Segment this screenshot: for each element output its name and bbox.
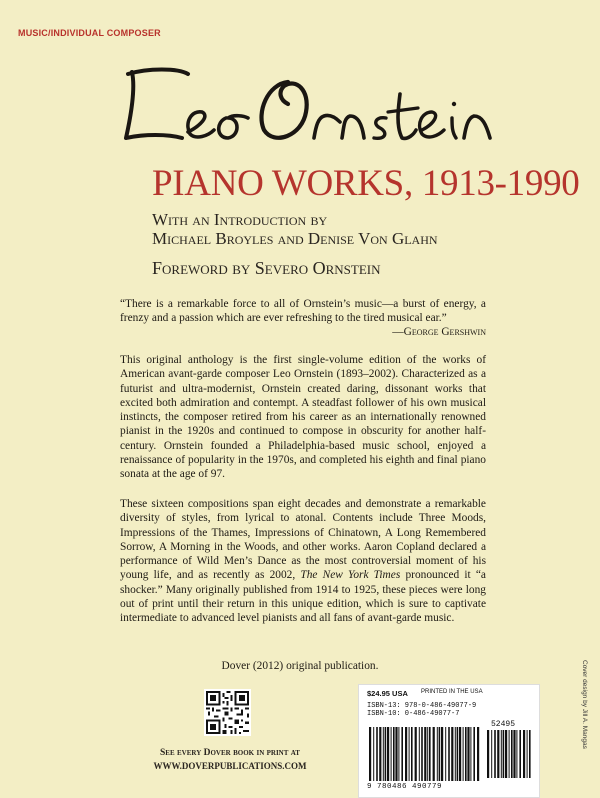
printed-in-label: PRINTED IN THE USA [421, 689, 483, 695]
barcode-bar [529, 730, 531, 778]
category-label: MUSIC/INDIVIDUAL COMPOSER [18, 28, 161, 38]
barcode-bar [457, 727, 459, 781]
paragraph-2-part-a: These sixteen compositions span eight decades and demonstrate a remarkable diversity of styles, from lyrical to atonal. Contents include Three Moods, Impressions of the Thames, Impressions of Chinatown, A Long Remembered Sorrow, A Morning in the Woods, and other works. Aaron Copland declared a performance of Wild Men’s Dance as the most controversial moment of his young life, and as recently as 2002, [120, 498, 486, 582]
barcode-bar [477, 727, 479, 781]
ean-barcode [369, 727, 481, 781]
intro-line-1: With an Introduction by [152, 210, 328, 229]
barcode-bar [463, 727, 464, 781]
barcode-bar [497, 730, 499, 778]
barcode-bar [437, 727, 438, 781]
barcode-bar [415, 727, 417, 781]
isbn13-label: ISBN-13: 978-0-486-49077-9 [367, 702, 477, 710]
barcode-bar [487, 730, 489, 778]
addon-code: 52495 [491, 720, 516, 729]
quote-text: “There is a remarkable force to all of Ornstein’s music—a burst of energy, a frenzy and a passion which are ever refreshing to the tired musical ear.” [120, 298, 486, 324]
gershwin-quote [120, 297, 486, 339]
catalog-promo [140, 747, 320, 773]
barcode-bar [379, 727, 381, 781]
barcode-bar [419, 727, 420, 781]
barcode-bar [509, 730, 510, 778]
barcode-bar [516, 730, 517, 778]
barcode-bar [473, 727, 475, 781]
barcode-bar [523, 730, 525, 778]
barcode-bar [409, 727, 410, 781]
barcode-bar [433, 727, 435, 781]
description-paragraph-1: This original anthology is the first single-volume edition of the works of American avant-garde composer Leo Ornstein (1893–2002). Characterized as a futurist and ultra-modernist, Ornstein created daring, dissonant works that excited both admiration and contempt. A steadfast follower of his own musical instincts, the composer retired from his career as an internationally renowned pianist in the 1920s and continued to compose in obscurity for another half-century. Ornstein founded a Philadelphia-based music school, enjoyed a renaissance of popularity in the 1970s, and completed his eighth and final piano sonata at the age of 97. [120, 354, 486, 481]
barcode-bar [373, 727, 374, 781]
catalog-promo-text: See every Dover book in print at [160, 748, 300, 758]
price-label: $24.95 USA [367, 689, 408, 698]
qr-code-image [206, 691, 249, 734]
barcode-bar [369, 727, 371, 781]
barcode-bar [503, 730, 505, 778]
barcode-bar [527, 730, 528, 778]
qr-code[interactable] [204, 689, 251, 736]
barcode-bar [467, 727, 469, 781]
quote-attribution: —George Gershwin [392, 326, 486, 338]
barcode-bar [393, 727, 395, 781]
barcode-bar [401, 727, 403, 781]
barcode-bar [405, 727, 407, 781]
barcode-bar [429, 727, 431, 781]
barcode-bar [470, 727, 471, 781]
barcode-bar [448, 727, 450, 781]
isbn10-label: ISBN-10: 0-486-49077-7 [367, 710, 460, 718]
barcode-panel [358, 684, 540, 798]
intro-line-2: Michael Broyles and Denise Von Glahn [152, 229, 438, 248]
cover-design-credit: Cover design by Jill A. Mangas [581, 660, 588, 749]
newspaper-title: The New York Times [300, 569, 401, 582]
barcode-bar [376, 727, 378, 781]
barcode-bar [395, 727, 397, 781]
book-title: PIANO WORKS, 1913-1990 [152, 163, 580, 204]
barcode-bar [439, 727, 441, 781]
barcode-bar [398, 727, 399, 781]
barcode-bar [391, 727, 392, 781]
barcode-bar [421, 727, 423, 781]
introduction-credit [152, 210, 438, 248]
paragraph-2-part-b: pronounced it “a shocker.” Many originally published from 1914 to 1925, these pieces were long out of print until their return in this unique edition, which is sure to captivate intermediate to advanced level pianists and all fans of avant-garde music. [120, 569, 486, 625]
barcode-bar [387, 727, 389, 781]
barcode-bar [445, 727, 446, 781]
barcode-bar [451, 727, 453, 781]
composer-signature [118, 60, 498, 152]
foreword-credit: Foreword by Severo Ornstein [152, 258, 381, 278]
publication-note: Dover (2012) original publication. [221, 660, 379, 672]
barcode-bar [427, 727, 428, 781]
barcode-bar [459, 727, 461, 781]
description-paragraph-2 [120, 497, 486, 626]
website-link[interactable]: WWW.DOVERPUBLICATIONS.COM [153, 761, 307, 771]
barcode-bar [519, 730, 521, 778]
barcode-bar [455, 727, 456, 781]
barcode-bar [505, 730, 507, 778]
barcode-bar [424, 727, 426, 781]
barcode-bar [465, 727, 467, 781]
barcode-bar [491, 730, 492, 778]
barcode-bar [513, 730, 515, 778]
barcode-bar [441, 727, 443, 781]
barcode-bar [385, 727, 387, 781]
ean-digits: 9 780486 490779 [367, 783, 443, 791]
barcode-bar [501, 730, 502, 778]
barcode-bar [494, 730, 496, 778]
barcode-bar [511, 730, 513, 778]
barcode-bar [383, 727, 384, 781]
addon-barcode [487, 730, 532, 778]
barcode-bar [411, 727, 413, 781]
